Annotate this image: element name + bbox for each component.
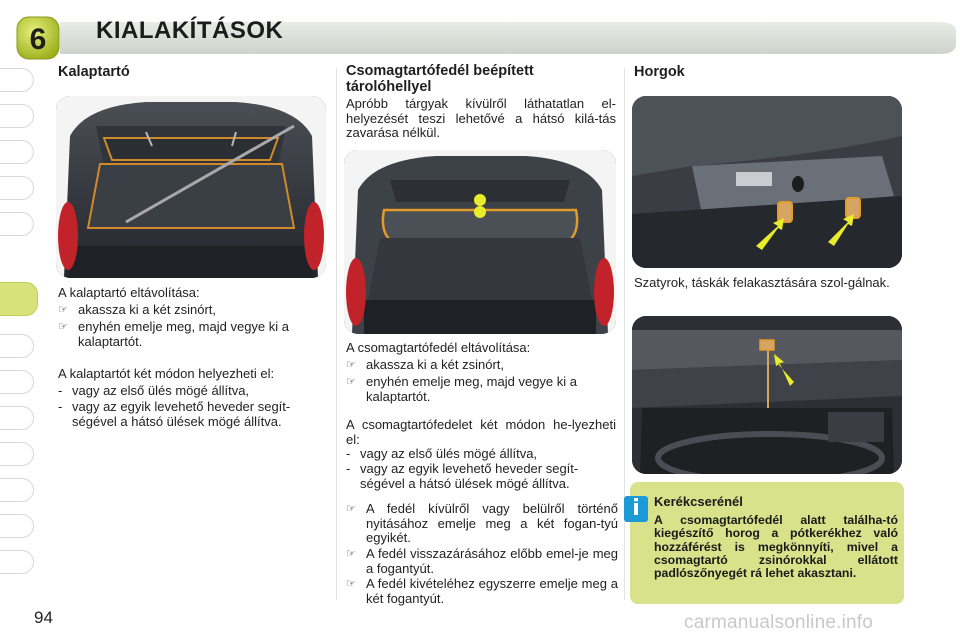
removal-intro: A kalaptartó eltávolítása: [58, 285, 200, 300]
boot-cover-intro: Apróbb tárgyak kívülről láthatatlan el-helyezését teszi lehetővé a hátsó kilá-tás zavarása nélkül. [346, 96, 616, 140]
placement-option: - vagy az első ülés mögé állítva, [58, 383, 250, 398]
chapter-tab[interactable] [0, 140, 34, 164]
parcel-shelf-photo [56, 96, 326, 278]
section-heading-hooks: Horgok [634, 64, 685, 80]
chapter-tab[interactable] [0, 104, 34, 128]
section-heading-boot-cover: Csomagtartófedél beépített tárolóhellyel [346, 63, 534, 95]
boot-cover-photo [344, 150, 616, 334]
removal-step: ☞ akassza ki a két zsinórt, [58, 302, 216, 317]
boot-cover-note: ☞ A fedél kívülről vagy belülről történő nyitásához emelje meg a két fogan-tyú egyikét. [346, 501, 618, 545]
pointing-hand-icon: ☞ [346, 359, 356, 371]
chapter-number: 6 [29, 23, 47, 56]
chapter-title: KIALAKÍTÁSOK [96, 17, 284, 44]
boot-cover-removal-step: ☞ akassza ki a két zsinórt, [346, 357, 504, 372]
hooks-photo [632, 96, 902, 268]
chapter-tabs [0, 64, 40, 584]
boot-cover-note: ☞ A fedél visszazárásához előbb emel-je meg a fogantyút. [346, 546, 618, 576]
chapter-tab[interactable] [0, 550, 34, 574]
pointing-hand-icon: ☞ [58, 304, 68, 316]
hooks-caption: Szatyrok, táskák felakasztására szol-gálnak. [634, 275, 890, 290]
pointing-hand-icon: ☞ [58, 321, 68, 333]
boot-cover-removal-step: ☞ enyhén emelje meg, majd vegye ki a kalaptartót. [346, 374, 578, 404]
chapter-badge-icon [14, 14, 62, 62]
chapter-tab[interactable] [0, 334, 34, 358]
watermark: carmanualsonline.info [684, 612, 874, 633]
boot-cover-note: ☞ A fedél kivételéhez egyszerre emelje meg a két fogantyút. [346, 576, 618, 606]
boot-cover-placement-intro: A csomagtartófedelet két módon he-lyezheti el: [346, 417, 616, 447]
chapter-tab[interactable] [0, 370, 34, 394]
chapter-tab[interactable] [0, 68, 34, 92]
info-text: A csomagtartófedél alatt találha-tó kiegészítő horog a pótkerékhez való hozzáférést is megkönnyíti, mivel a csomagtartó zsinórokkal ellátott padlószőnyegét rá lehet akasztani. [654, 513, 898, 581]
boot-cover-placement-option: - vagy az első ülés mögé állítva, [346, 446, 538, 461]
removal-step: ☞ enyhén emelje meg, majd vegye ki a kalaptartót. [58, 319, 290, 349]
boot-cover-removal-intro: A csomagtartófedél eltávolítása: [346, 340, 531, 355]
info-icon: i [624, 496, 648, 522]
pointing-hand-icon: ☞ [346, 503, 356, 515]
section-heading-parcel-shelf: Kalaptartó [58, 64, 130, 80]
chapter-tab-active[interactable] [0, 282, 38, 316]
page-number: 94 [34, 608, 53, 627]
pointing-hand-icon: ☞ [346, 376, 356, 388]
chapter-tab[interactable] [0, 514, 34, 538]
chapter-tab[interactable] [0, 442, 34, 466]
chapter-tab[interactable] [0, 212, 34, 236]
chapter-tab[interactable] [0, 406, 34, 430]
placement-option: - vagy az egyik levehető heveder segít-ségével a hátsó ülések mögé állítva. [58, 399, 291, 429]
boot-cover-placement-option: - vagy az egyik levehető heveder segít-ségével a hátsó ülések mögé állítva. [346, 461, 579, 491]
column-divider [336, 68, 337, 600]
pointing-hand-icon: ☞ [346, 578, 356, 590]
pointing-hand-icon: ☞ [346, 548, 356, 560]
placement-intro: A kalaptartót két módon helyezheti el: [58, 366, 275, 381]
chapter-tab[interactable] [0, 478, 34, 502]
chapter-tab[interactable] [0, 176, 34, 200]
spare-wheel-hook-photo [632, 316, 902, 474]
info-title: Kerékcserénél [654, 494, 743, 509]
